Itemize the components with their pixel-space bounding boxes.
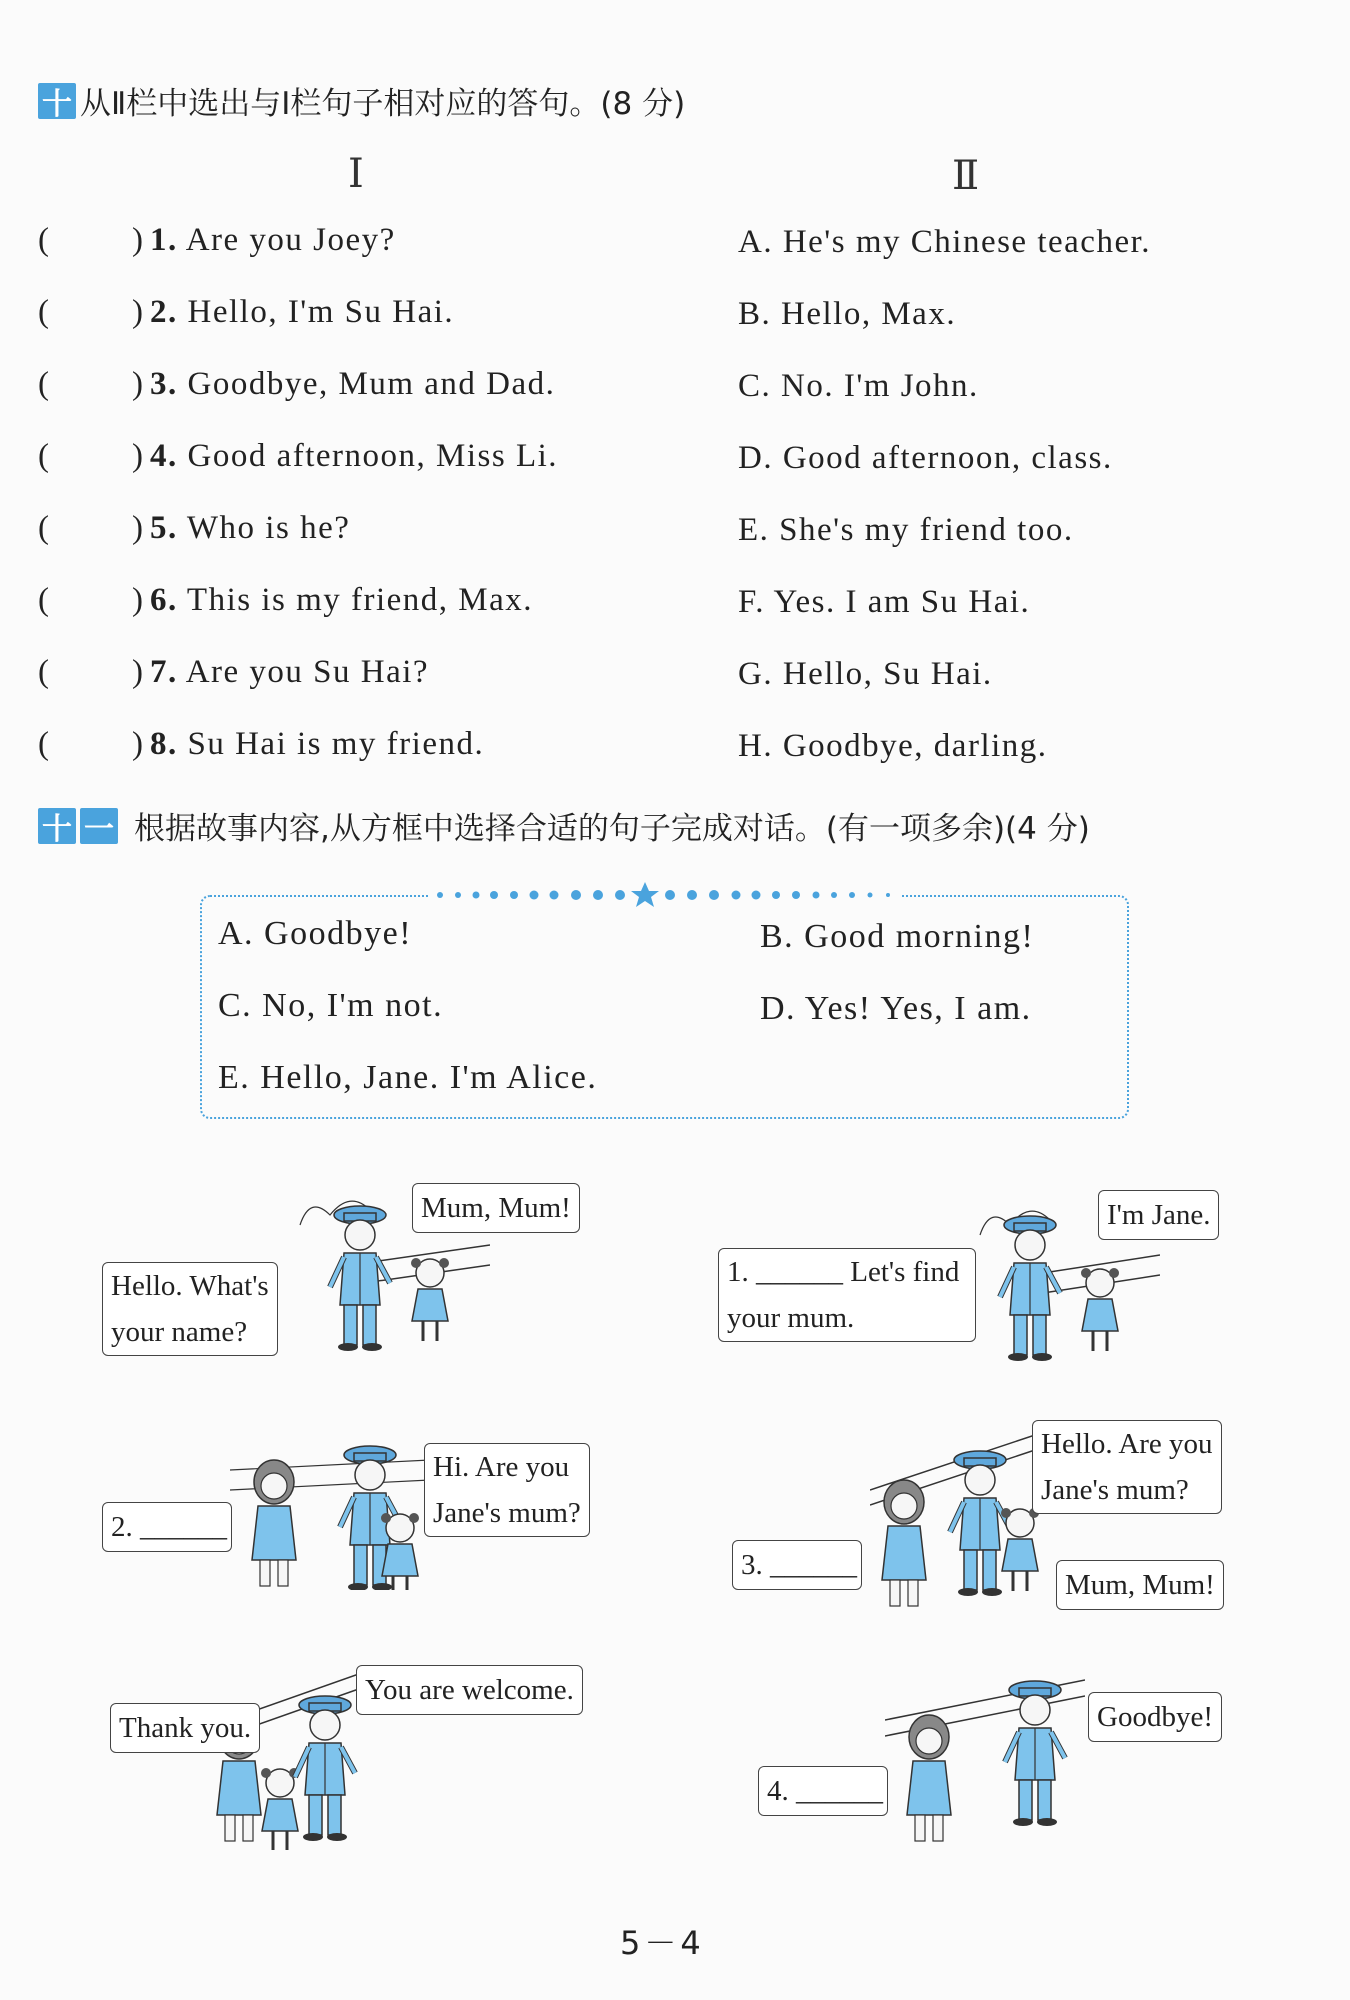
choice-option-c: C. No, I'm not. (218, 987, 444, 1024)
question-text: This is my friend, Max. (186, 582, 534, 618)
speech-bubble: Hi. Are you Jane's mum? (424, 1443, 590, 1537)
section-number-badge: 十 (38, 83, 76, 119)
answer-blank[interactable]: ) (132, 366, 143, 402)
answer-paren-open: ( (38, 510, 49, 546)
speech-bubble: Thank you. (110, 1703, 260, 1753)
answer-option: G. Hello, Su Hai. (738, 656, 993, 692)
answer-blank[interactable]: ) (132, 654, 143, 690)
answer-option: B. Hello, Max. (738, 296, 957, 332)
answer-option: E. She's my friend too. (738, 512, 1074, 548)
question-number: 1. (150, 222, 178, 258)
speech-bubble: Mum, Mum! (412, 1183, 580, 1233)
question-number: 2. (150, 294, 178, 330)
question-text: Goodbye, Mum and Dad. (187, 366, 556, 402)
question-text: Are you Joey? (185, 222, 396, 258)
section-number-badge: 十 (38, 808, 76, 844)
section-10-title (38, 78, 685, 123)
speech-bubble: Hello. What's your name? (102, 1262, 278, 1356)
question-text: Hello, I'm Su Hai. (187, 294, 455, 330)
blank-bubble-3[interactable]: 3. ______ (732, 1540, 862, 1590)
speech-bubble: Goodbye! (1088, 1692, 1222, 1742)
panel-3-illustration (230, 1440, 430, 1590)
answer-paren-open: ( (38, 438, 49, 474)
speech-bubble: You are welcome. (356, 1665, 583, 1715)
blank-bubble-4[interactable]: 4. ______ (758, 1766, 888, 1816)
speech-bubble: I'm Jane. (1098, 1190, 1219, 1240)
blank-bubble-1[interactable]: 1. ______ Let's find your mum. (718, 1248, 976, 1342)
question-number: 3. (150, 366, 178, 402)
answer-option: A. He's my Chinese teacher. (738, 224, 1152, 260)
question-text: Good afternoon, Miss Li. (187, 438, 559, 474)
answer-paren-open: ( (38, 222, 49, 258)
panel-6-illustration (885, 1670, 1085, 1850)
panel-5-illustration (200, 1670, 380, 1850)
answer-blank[interactable]: ) (132, 294, 143, 330)
choice-option-b: B. Good morning! (760, 918, 1035, 955)
question-number: 8. (150, 726, 178, 762)
answer-option: C. No. I'm John. (738, 368, 979, 404)
answer-blank[interactable]: ) (132, 726, 143, 762)
page-number: 5－4 (620, 1924, 705, 1962)
question-number: 7. (150, 654, 178, 690)
question-text: Are you Su Hai? (185, 654, 430, 690)
answer-paren-open: ( (38, 294, 49, 330)
answer-option: H. Goodbye, darling. (738, 728, 1048, 764)
star-decoration-icon (430, 880, 900, 910)
choice-option-a: A. Goodbye! (218, 915, 413, 952)
question-text: Who is he? (186, 510, 351, 546)
answer-paren-open: ( (38, 726, 49, 762)
question-number: 6. (150, 582, 178, 618)
answer-option: D. Good afternoon, class. (738, 440, 1113, 476)
choice-option-d: D. Yes! Yes, I am. (760, 990, 1032, 1027)
answer-blank[interactable]: ) (132, 438, 143, 474)
section-11-title (38, 803, 1090, 848)
answer-blank[interactable]: ) (132, 582, 143, 618)
column-2-heading: Ⅱ (952, 153, 980, 198)
answer-paren-open: ( (38, 654, 49, 690)
section-number-badge: 一 (80, 808, 118, 844)
column-1-heading: Ⅰ (348, 151, 364, 196)
speech-bubble: Mum, Mum! (1056, 1560, 1224, 1610)
question-text: Su Hai is my friend. (187, 726, 485, 762)
answer-paren-open: ( (38, 366, 49, 402)
section-11-instruction: 根据故事内容,从方框中选择合适的句子完成对话。(有一项多余)(4 分) (134, 811, 1090, 847)
answer-option: F. Yes. I am Su Hai. (738, 584, 1031, 620)
question-number: 5. (150, 510, 178, 546)
section-10-instruction: 从Ⅱ栏中选出与Ⅰ栏句子相对应的答句。(8 分) (80, 86, 686, 122)
blank-bubble-2[interactable]: 2. ______ (102, 1502, 232, 1552)
answer-blank[interactable]: ) (132, 510, 143, 546)
question-number: 4. (150, 438, 178, 474)
answer-paren-open: ( (38, 582, 49, 618)
speech-bubble: Hello. Are you Jane's mum? (1032, 1420, 1222, 1514)
choice-option-e: E. Hello, Jane. I'm Alice. (218, 1059, 598, 1096)
answer-blank[interactable]: ) (132, 222, 143, 258)
